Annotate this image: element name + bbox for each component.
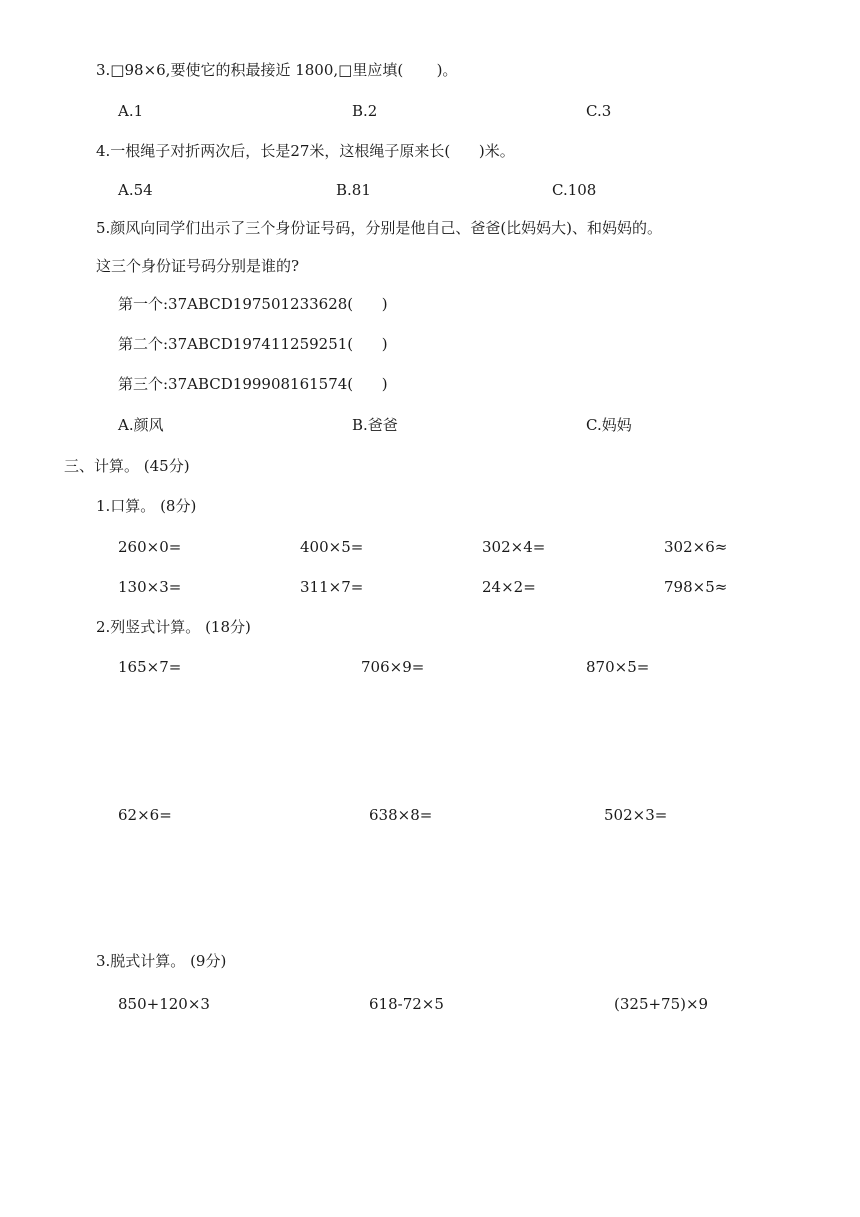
stepwise-item: (325+75)×9 (614, 995, 709, 1013)
oral-item: 260×0= (118, 538, 182, 556)
question-4-option-b: B.81 (336, 181, 371, 199)
question-3-option-c: C.3 (586, 102, 612, 120)
vertical-item: 502×3= (604, 806, 668, 824)
question-3-option-a: A.1 (118, 102, 144, 120)
vertical-item: 62×6= (118, 806, 172, 824)
stepwise-item: 618-72×5 (369, 995, 444, 1013)
stepwise-calc-title: 3.脱式计算。 (9分) (96, 952, 227, 970)
question-4-option-a: A.54 (118, 181, 153, 199)
oral-item: 302×6≈ (664, 538, 728, 556)
id-number-1: 第一个:37ABCD197501233628( ) (118, 295, 388, 313)
oral-item: 311×7= (300, 578, 364, 596)
oral-item: 302×4= (482, 538, 546, 556)
oral-item: 400×5= (300, 538, 364, 556)
oral-item: 130×3= (118, 578, 182, 596)
oral-calc-title: 1.口算。 (8分) (96, 497, 197, 515)
question-4-option-c: C.108 (552, 181, 597, 199)
id-number-2: 第二个:37ABCD197411259251( ) (118, 335, 388, 353)
oral-item: 798×5≈ (664, 578, 728, 596)
question-5-option-c: C.妈妈 (586, 416, 632, 434)
oral-item: 24×2= (482, 578, 536, 596)
vertical-item: 638×8= (369, 806, 433, 824)
vertical-item: 165×7= (118, 658, 182, 676)
question-4-text: 4.一根绳子对折两次后，长是27米，这根绳子原来长( )米。 (96, 142, 515, 160)
vertical-item: 870×5= (586, 658, 650, 676)
question-5-line-1: 5.颜风向同学们出示了三个身份证号码，分别是他自己、爸爸(比妈妈大)、和妈妈的。 (96, 219, 663, 237)
section-3-title: 三、计算。 (45分) (64, 457, 190, 475)
question-5-line-2: 这三个身份证号码分别是谁的? (96, 257, 300, 275)
stepwise-item: 850+120×3 (118, 995, 210, 1013)
id-number-3: 第三个:37ABCD199908161574( ) (118, 375, 388, 393)
question-5-option-a: A.颜风 (118, 416, 164, 434)
vertical-item: 706×9= (361, 658, 425, 676)
question-3-option-b: B.2 (352, 102, 378, 120)
vertical-calc-title: 2.列竖式计算。 (18分) (96, 618, 251, 636)
question-5-option-b: B.爸爸 (352, 416, 398, 434)
question-3-text: 3.□98×6,要使它的积最接近 1800,□里应填( )。 (96, 61, 458, 79)
